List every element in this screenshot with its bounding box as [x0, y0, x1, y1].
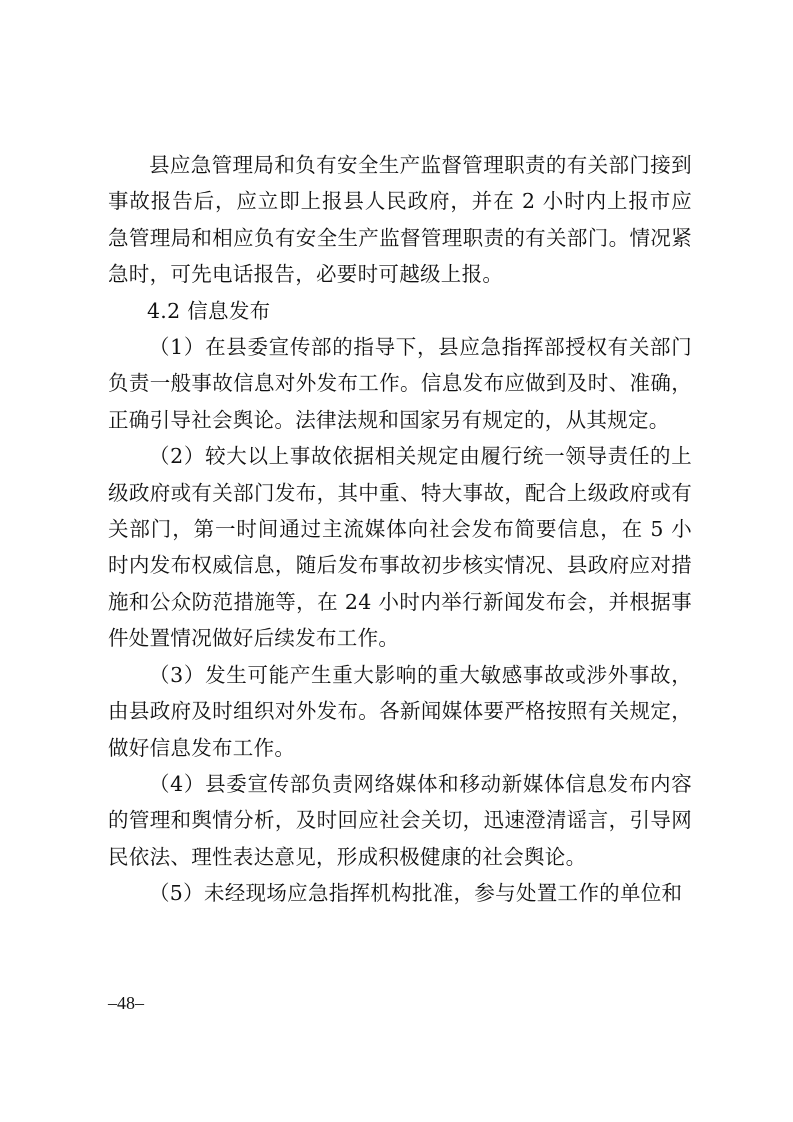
paragraph-item-3: （3）发生可能产生重大影响的重大敏感事故或涉外事故，由县政府及时组织对外发布。各新闻媒体要严格按照有关规定，做好信息发布工作。 [108, 662, 692, 760]
page-number: –48– [108, 993, 144, 1013]
paragraph-item-5: （5）未经现场应急指挥机构批准，参与处置工作的单位和 [149, 881, 683, 906]
paragraph-item-2: （2）较大以上事故依据相关规定由履行统一领导责任的上级政府或有关部门发布，其中重、特大事故，配合上级政府或有关部门，第一时间通过主流媒体向社会发布简要信息，在 5 小时内发布权威信息，随后发布事故初步核实情况、县政府应对措施和公众防范措施等，在 24 小时内举行新闻发布会，并根据事件处置情况做好后续发布工作。 [108, 444, 692, 651]
paragraph-item-4: （4）县委宣传部负责网络媒体和移动新媒体信息发布内容的管理和舆情分析，及时回应社会关切，迅速澄清谣言，引导网民依法、理性表达意见，形成积极健康的社会舆论。 [108, 771, 692, 869]
section-heading-info-release: 4.2 信息发布 [146, 298, 271, 323]
paragraph-reporting: 县应急管理局和负有安全生产监督管理职责的有关部门接到事故报告后，应立即上报县人民政府，并在 2 小时内上报市应急管理局和相应负有安全生产监督管理职责的有关部门。情况紧急时，可先电话报告，必要时可越级上报。 [108, 153, 692, 287]
paragraph-item-1: （1）在县委宣传部的指导下，县应急指挥部授权有关部门负责一般事故信息对外发布工作。信息发布应做到及时、准确，正确引导社会舆论。法律法规和国家另有规定的，从其规定。 [108, 335, 692, 432]
document-body [108, 147, 692, 912]
